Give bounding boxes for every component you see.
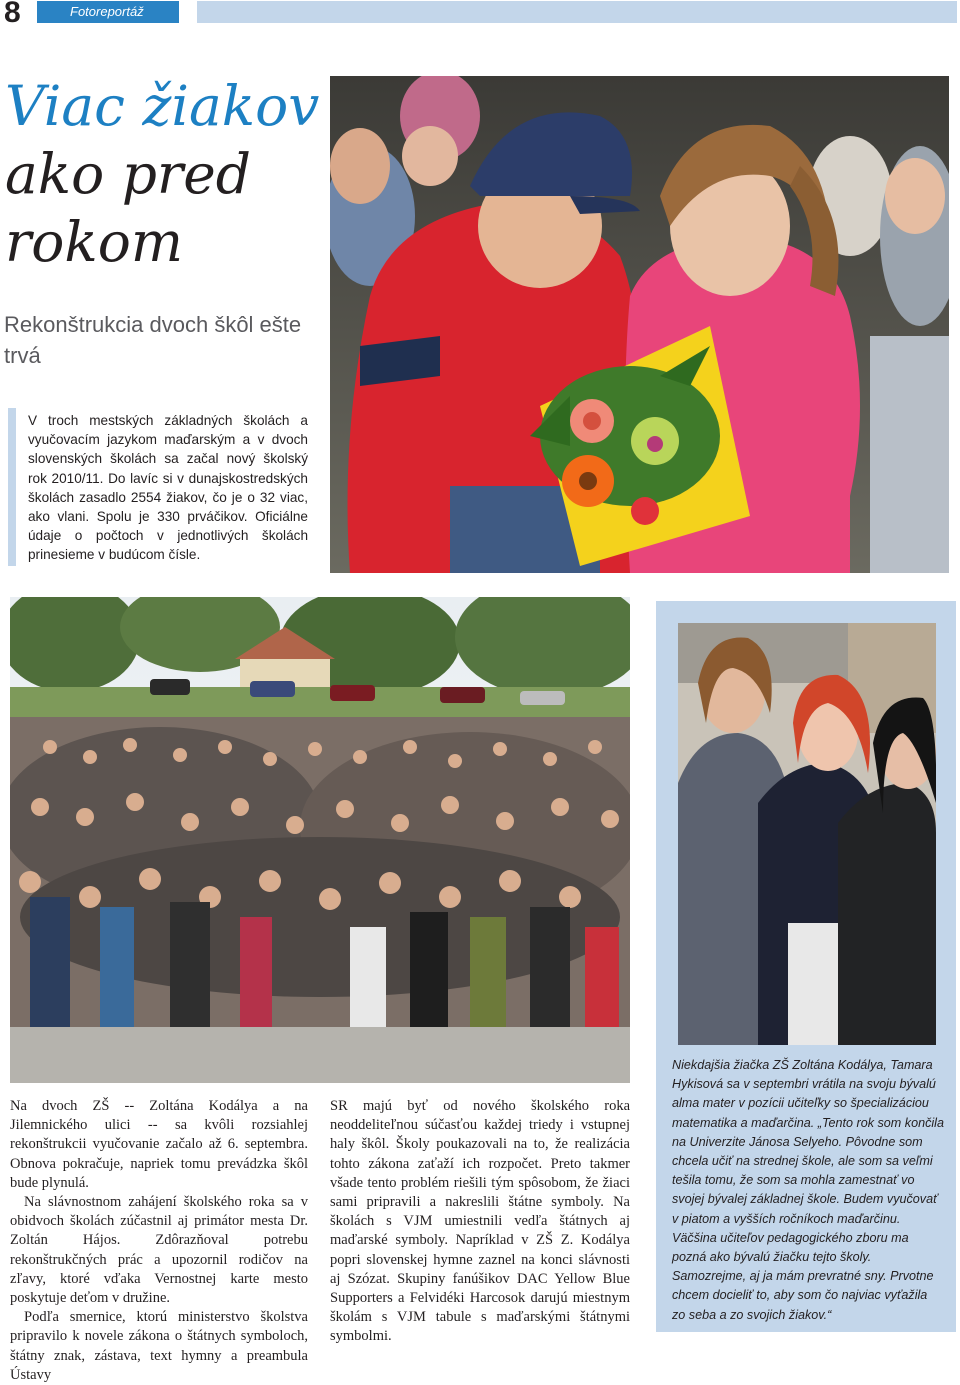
title-line-3: rokom [5, 210, 183, 274]
photo-school-yard-crowd [10, 597, 630, 1083]
article-subtitle: Rekonštrukcia dvoch škôl ešte trvá [4, 312, 302, 368]
paragraph: Na dvoch ZŠ -- Zoltána Kodálya a na Jilemnického ulici -- sa kvôli rozsiahlej rekonštrukcii vyučovanie začalo až 6. septembra. Obnova pokračuje, napriek tomu prevádzka škôl bude plynulá. [10, 1098, 308, 1191]
title-line-1: Viac žiakov [5, 74, 320, 138]
photo-young-teachers [678, 623, 936, 1045]
article-column-2 [330, 1097, 630, 1347]
paragraph: SR majú byť od nového školského roka neoddeliteľnou súčasťou každej triedy i vstupnej haly škôl. Školy poukazovali na to, že realizácia tohto zákona zaťaží ich rozpočet. Preto takmer všade tento problém riešili tým spôsobom, že žiaci sami pripravili a nakreslili štátne symboly. Na školách s VJM umiestnili vedľa štátnych aj maďarské symboly. Napríklad v ZŠ Z. Kodálya popri slovenskej hymne zaznel na konci slávnosti aj Szózat. Skupiny fanúšikov DAC Yellow Blue Supporters a Felvidéki Harcosok darujú miestnym školám s VJM tabule s maďarskými štátnymi symbolmi. [330, 1098, 630, 1345]
paragraph: Na slávnostnom zahájení školského roka sa v obidvoch školách zúčastnil aj primátor mesta Dr. Zoltán Hájos. Zdôrazňoval potrebu rekonštrukčných prác a upozornil rodičov na zľavy, ktoré vďaka Vernostnej karte mesto poskytuje deťom v družine. [10, 1194, 308, 1307]
photo-crowd-illustration [10, 597, 630, 1083]
photo-children-with-flowers [330, 76, 949, 573]
page-number: 8 [4, 0, 21, 29]
section-tag [37, 1, 179, 23]
photo-caption: Niekdajšia žiačka ZŠ Zoltána Kodálya, Tamara Hykisová sa v septembri vrátila na svoju bývalú alma mater v pozícii učiteľky so špecializáciou matematika a maďarčina. „Tento rok som končila na Univerzite Jánosa Selyeho. Pôvodne som chcela učiť na strednej škole, ale som sa veľmi tešila tomu, že som sa mohla zamestnať vo svojej bývalej základnej škole. Budem vyučovať v piatom a vyšších ročníkoch maďarčinu. Väčšina učiteľov pedagogického zboru ma pozná ako bývalú žiačku tejto školy. Samozrejme, aj ja mám prevratné sny. Prvotne chcem docieliť to, aby som čo najviac vyťažila zo seba a zo svojich žiakov.“ [672, 1058, 944, 1322]
article-title [5, 72, 325, 276]
article-lead: V troch mestských základných školách a vyučovacím jazykom maďarským a v dvoch slovenských školách sa začal nový školský rok 2010/11. Do lavíc si v dunajskostredských školách zasadlo 2554 žiakov, čo je o 32 viac, ako vlani. Spolu je 330 prváčikov. Oficiálne údaje o počtoch v jednotlivých školách prinesieme v budúcom čísle. [28, 413, 308, 563]
title-line-2: ako pred [5, 142, 251, 206]
section-label: Fotoreportáž [70, 4, 144, 19]
photo-teachers-illustration [678, 623, 936, 1045]
lead-accent-bar [8, 408, 16, 566]
paragraph: Podľa smernice, ktorú ministerstvo školstva pripravilo k novele zákona o štátnych symboloch, štátny znak, zástava, text hymny a preambula Ústavy [10, 1309, 308, 1383]
photo-children-illustration [330, 76, 949, 573]
article-column-1 [10, 1097, 308, 1385]
header-bar [197, 1, 957, 23]
